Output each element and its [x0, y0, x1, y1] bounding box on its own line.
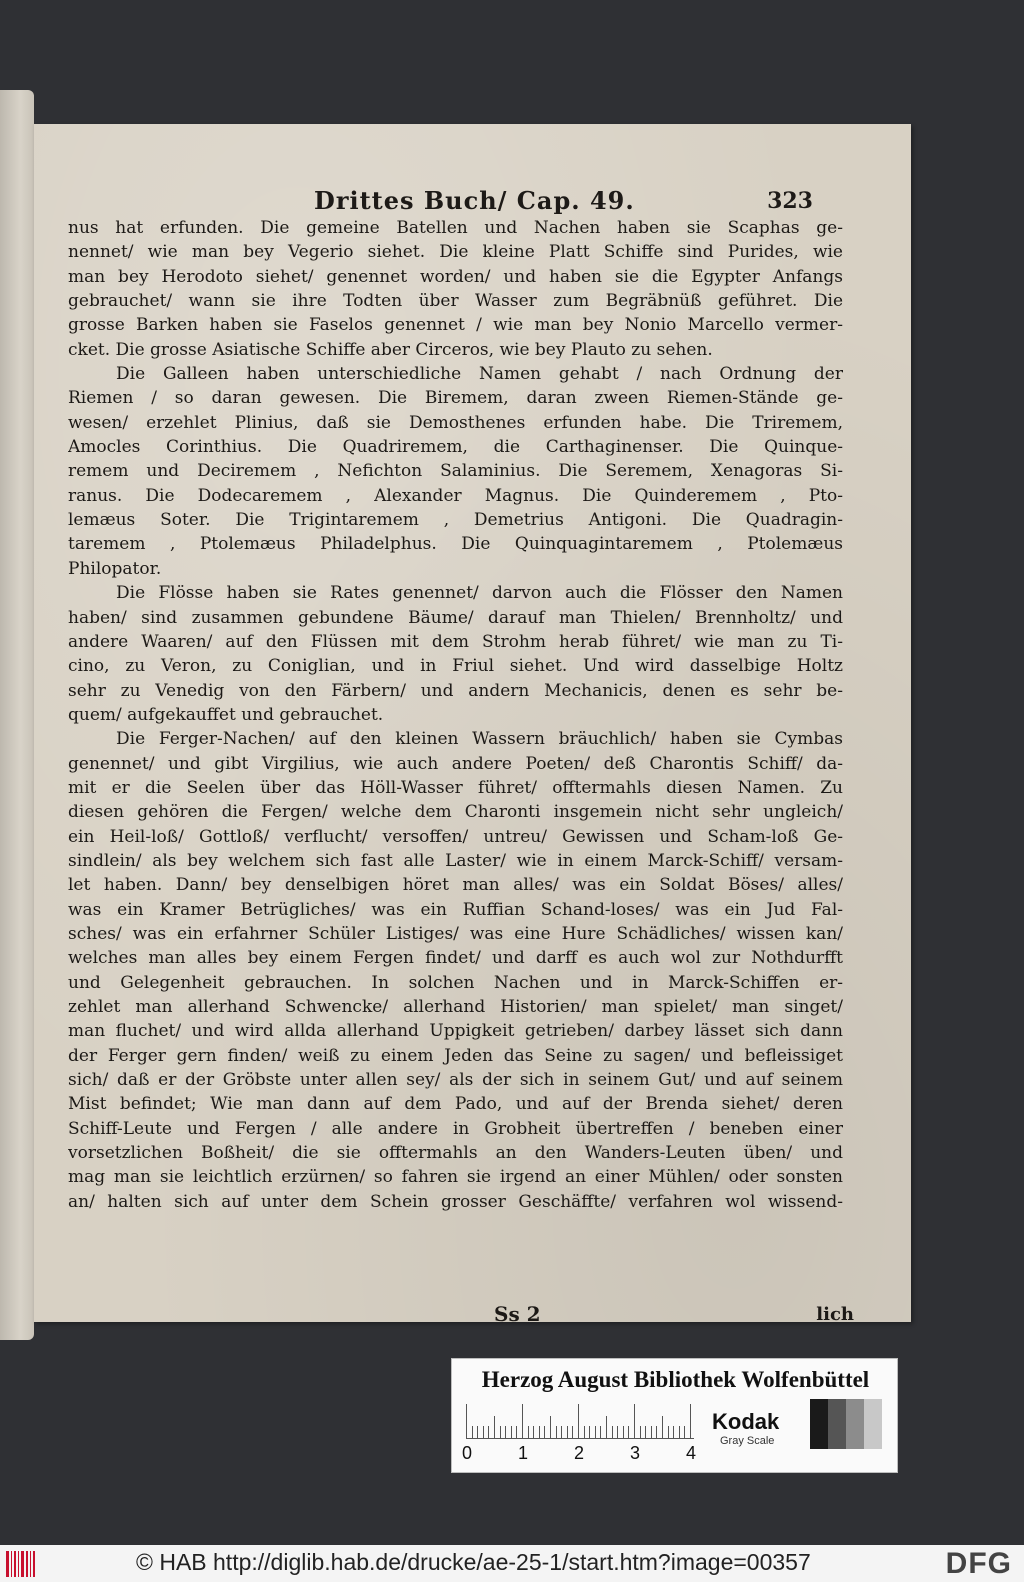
- text-line: sehr zu Venedig von den Färbern/ und andern Mechanicis, denen es sehr be-: [68, 680, 843, 701]
- text-line: taremem , Ptolemæus Philadelphus. Die Quinquagintaremem , Ptolemæus: [68, 534, 843, 555]
- page-header: [34, 186, 911, 218]
- ruler-tick: [516, 1426, 517, 1438]
- text-line: Mist befindet; Wie man dann auf dem Pado, und auf der Brenda siehet/ deren: [68, 1094, 843, 1115]
- barcode-bar: [30, 1551, 31, 1577]
- text-line: Amocles Corinthius. Die Quadriremem, die Carthaginenser. Die Quinque-: [68, 437, 843, 458]
- text-line: gebrauchet/ wann sie ihre Todten über Wasser zum Begräbnüß geführet. Die: [68, 291, 843, 312]
- ruler-tick: [623, 1426, 624, 1438]
- text-line: lemæus Soter. Die Trigintaremem , Demetrius Antigoni. Die Quadragin-: [68, 510, 843, 531]
- library-name: Herzog August Bibliothek Wolfenbüttel: [481, 1367, 870, 1392]
- kodak-logo: Kodak: [712, 1409, 780, 1434]
- ruler-tick: [466, 1404, 467, 1438]
- left-page-edge: [0, 90, 34, 1340]
- book-page: [34, 124, 911, 1326]
- ruler-tick: [584, 1426, 585, 1438]
- ruler-tick: [668, 1426, 669, 1438]
- text-line: sich/ daß er der Gröbste unter allen sey/ als der sich in seinem Gut/ und auf seinem: [68, 1070, 843, 1091]
- ruler-tick: [662, 1416, 663, 1438]
- text-line: vorsetzlichen Boßheit/ die sie offtermahls an den Wanders-Leuten üben/ und: [68, 1143, 843, 1164]
- text-block: [68, 216, 843, 1214]
- text-line: Die Flösse haben sie Rates genennet/ darvon auch die Flösser den Namen: [116, 583, 843, 604]
- ruler-tick: [533, 1426, 534, 1438]
- text-line: let haben. Dann/ bey denselbigen höret man alles/ was ein Soldat Böses/ alles/: [68, 875, 843, 896]
- scale-number: 4: [686, 1443, 697, 1463]
- ruler-tick: [494, 1416, 495, 1438]
- ruler-tick: [528, 1426, 529, 1438]
- ruler-tick: [645, 1426, 646, 1438]
- text-line: man fluchet/ und wird allda allerhand Uppigkeit getrieben/ darbey lässet sich dann: [68, 1021, 843, 1042]
- barcode-bar: [26, 1551, 28, 1577]
- barcode-bar: [21, 1551, 24, 1577]
- scale-number: 2: [574, 1443, 585, 1463]
- page-number: 323: [767, 188, 813, 214]
- text-line: was ein Kramer Betrügliches/ was ein Ruffian Schand-loses/ was ein Jud Fal-: [68, 899, 843, 920]
- ruler-tick: [477, 1426, 478, 1438]
- text-line: an/ halten sich auf unter dem Schein grosser Geschäffte/ verfahren wol wissend-: [68, 1191, 843, 1212]
- text-line: wesen/ erzehlet Plinius, daß sie Demosthenes erfunden habe. Die Triremem,: [68, 412, 843, 433]
- text-line: mit er die Seelen über das Höll-Wasser führet/ offtermahls diesen Namen. Zu: [68, 777, 843, 798]
- ruler-tick: [556, 1426, 557, 1438]
- barcode-bar: [33, 1551, 35, 1577]
- text-line: Riemen / so daran gewesen. Die Biremem, daran zween Riemen-Stände ge-: [68, 388, 843, 409]
- text-line: mag man sie leichtlich erzürnen/ so fahren sie irgend an einer Mühlen/ oder sonsten: [68, 1167, 843, 1188]
- scale-number: 0: [462, 1443, 473, 1463]
- text-line: grosse Barken haben sie Faselos genennet / wie man bey Nonio Marcello vermer-: [68, 315, 843, 336]
- text-line: cket. Die grosse Asiatische Schiffe aber Circeros, wie bey Plauto zu sehen.: [68, 339, 713, 360]
- text-line: welches man alles bey einem Fergen findet/ und darff es auch wol zur Nothdurfft: [68, 948, 843, 969]
- ruler-tick: [572, 1426, 573, 1438]
- barcode-bar: [11, 1551, 12, 1577]
- ruler-tick: [550, 1416, 551, 1438]
- signature-mark: Ss 2: [494, 1302, 541, 1326]
- gray-swatches: [810, 1399, 882, 1449]
- running-head: Drittes Buch/ Cap. 49.: [314, 186, 635, 215]
- dfg-logo: DFG: [945, 1547, 1012, 1580]
- scale-number: 1: [518, 1443, 529, 1463]
- text-line: Philopator.: [68, 558, 162, 579]
- text-line: Die Galleen haben unterschiedliche Namen gehabt / nach Ordnung der: [116, 364, 843, 385]
- ruler-tick: [488, 1426, 489, 1438]
- gray-swatch: [846, 1399, 864, 1449]
- text-line: ranus. Die Dodecaremem , Alexander Magnus. Die Quinderemem , Pto-: [68, 485, 843, 506]
- barcode-bar: [18, 1551, 19, 1577]
- ruler-tick: [612, 1426, 613, 1438]
- text-line: der Ferger gern finden/ weiß zu einem Jeden das Seine zu sagen/ und befleissiget: [68, 1045, 843, 1066]
- text-line: cino, zu Veron, zu Coniglian, und in Friul siehet. Und wird dasselbige Holtz: [68, 656, 843, 677]
- text-line: Die Ferger-Nachen/ auf den kleinen Wassern bräuchlich/ haben sie Cymbas: [116, 729, 843, 750]
- ruler-tick: [606, 1416, 607, 1438]
- ruler-tick: [578, 1404, 579, 1438]
- signature-line: [494, 1302, 854, 1328]
- ruler-tick: [656, 1426, 657, 1438]
- gray-swatch: [828, 1399, 846, 1449]
- text-line: und Gelegenheit gebrauchen. In solchen Nachen und in Marck-Schiffen er-: [68, 972, 843, 993]
- ruler-tick: [511, 1426, 512, 1438]
- text-line: Schiff-Leute und Fergen / alle andere in Grobheit übertreffen / beneben einer: [68, 1118, 843, 1139]
- footer-bar: [0, 1545, 1024, 1582]
- ruler-tick: [483, 1426, 484, 1438]
- text-line: remem und Deciremem , Nefichton Salaminius. Die Seremem, Xenagoras Si-: [68, 461, 843, 482]
- text-line: zehlet man allerhand Schwencke/ allerhand Historien/ man spielet/ man singet/: [68, 997, 843, 1017]
- gray-swatch: [864, 1399, 882, 1449]
- text-line: quem/ aufgekauffet und gebrauchet.: [68, 704, 384, 725]
- gray-swatch: [810, 1399, 828, 1449]
- copyright-link[interactable]: © HAB http://diglib.hab.de/drucke/ae-25-1/start.htm?image=00357: [136, 1549, 811, 1575]
- barcode-icon: [6, 1551, 46, 1577]
- ruler-tick: [690, 1404, 691, 1438]
- ruler-tick: [539, 1426, 540, 1438]
- ruler-tick: [651, 1426, 652, 1438]
- ruler-tick: [628, 1426, 629, 1438]
- catchword: lich: [816, 1304, 854, 1325]
- ruler-tick: [679, 1426, 680, 1438]
- text-line: nennet/ wie man bey Vegerio siehet. Die kleine Platt Schiffe sind Purides, wie: [68, 242, 843, 263]
- ruler-tick: [589, 1426, 590, 1438]
- ruler-tick: [500, 1426, 501, 1438]
- ruler-tick: [617, 1426, 618, 1438]
- ruler-tick: [634, 1404, 635, 1438]
- text-line: diesen gehören die Fergen/ welche dem Charonti insgemein nicht sehr ungleich/: [68, 802, 843, 823]
- ruler-tick: [505, 1426, 506, 1438]
- ruler-tick: [684, 1426, 685, 1438]
- text-line: haben/ sind zusammen gebundene Bäume/ darauf man Thielen/ Brennholtz/ und: [68, 607, 843, 628]
- ruler-tick: [544, 1426, 545, 1438]
- text-line: nus hat erfunden. Die gemeine Batellen und Nachen haben sie Scaphas ge-: [68, 218, 843, 238]
- ruler-tick: [561, 1426, 562, 1438]
- barcode-bar: [6, 1551, 9, 1577]
- text-line: andere Waaren/ auf den Flüssen mit dem Strohm herab führet/ wie man zu Ti-: [68, 631, 843, 652]
- ruler-tick: [640, 1426, 641, 1438]
- text-line: genennet/ und gibt Virgilius, wie auch andere Poeten/ deß Charontis Schiff/ da-: [68, 753, 843, 774]
- ruler-tick: [600, 1426, 601, 1438]
- text-line: man bey Herodoto siehet/ genennet worden/ und haben sie die Egypter Anfangs: [68, 266, 843, 287]
- barcode-bar: [14, 1551, 16, 1577]
- ruler-tick: [472, 1426, 473, 1438]
- text-line: sches/ was ein erfahrner Schüler Listiges/ was eine Hure Schädliches/ wissen kan/: [68, 923, 843, 944]
- ruler-tick: [673, 1426, 674, 1438]
- text-line: sindlein/ als bey welchem sich fast alle Laster/ wie in einem Marck-Schiff/ versam-: [68, 850, 843, 871]
- ruler-tick: [567, 1426, 568, 1438]
- scale-ruler: [466, 1403, 694, 1439]
- scale-number: 3: [630, 1443, 641, 1463]
- text-line: ein Heil-loß/ Gottloß/ verflucht/ versoffen/ untreu/ Gewissen und Scham-loß Ge-: [68, 826, 843, 847]
- ruler-tick: [595, 1426, 596, 1438]
- ruler-tick: [522, 1404, 523, 1438]
- scale-numbers: [462, 1443, 702, 1465]
- gray-scale-label: Gray Scale: [720, 1435, 775, 1447]
- calibration-card: [451, 1358, 898, 1473]
